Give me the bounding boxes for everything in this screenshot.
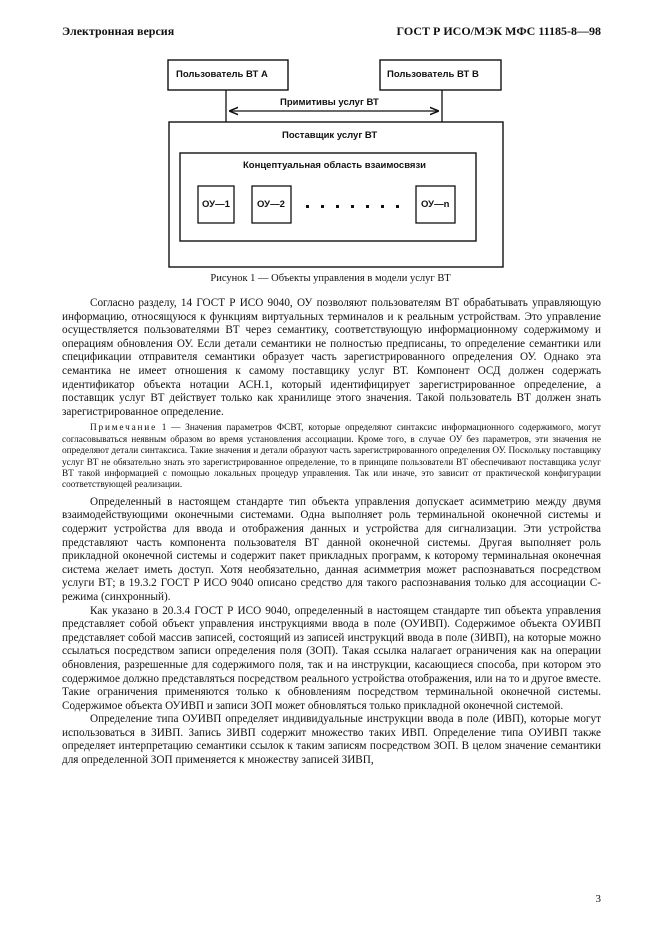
paragraph-4: Определение типа ОУИВП определяет индивидуальные инструкции ввода в поле (ИВП), которые могут использоваться в ЗИВП. Запись ЗИВП содержит множество таких ИВП. Определение типа ОУИВП также определяет интерпретацию семантики ссылок к таким записям посредством ЗОП. В целом значение семантики для определенной ЗОП применяется к множеству записей ЗИВП,: [62, 713, 601, 767]
provider-box: [169, 122, 503, 267]
note-label: Примечание: [90, 423, 157, 434]
co-1-label: ОУ—1: [202, 199, 230, 210]
diagram-lines: [0, 0, 661, 290]
page-number: 3: [595, 893, 601, 905]
user-b-label: Пользователь ВТ В: [387, 69, 479, 80]
figure-diagram: [0, 0, 661, 290]
main-text: [62, 297, 601, 768]
provider-label: Поставщик услуг ВТ: [282, 130, 378, 141]
co-n-label: ОУ—n: [421, 199, 450, 210]
header-standard-number: ГОСТ Р ИСО/МЭК МФС 11185-8—98: [396, 24, 601, 38]
paragraph-1: Согласно разделу, 14 ГОСТ Р ИСО 9040, ОУ позволяют пользователям ВТ обрабатывать управляющую информацию, относящуюся к функциям виртуальных терминалов и к реальным устройствам. Это управление осуществляется пользователями ВТ через семантику, соответствующую информационному содержимому и операциям обновления ОУ. Если детали семантики не полностью предписаны, то определение семантики или спецификации отправителя семантики образует часть зарегистрированного определения ОУ. Однако эта семантика не имеет отношения к самому поставщику услуг ВТ. Компонент ОСД должен содержать идентификатор объекта нотации АСН.1, который идентифицирует зарегистрированное определение, а поставщик услуг ВТ действует только как хранилище этого значения. Такой пользователь ВТ должен знать зарегистрированное определение.: [62, 297, 601, 418]
header-edition-label: Электронная версия: [62, 24, 175, 38]
paragraph-3: Как указано в 20.3.4 ГОСТ Р ИСО 9040, определенный в настоящем стандарте тип объекта управления представляет собой объект управления инструкциями ввода в поле (ОУИВП). Содержимое объекта ОУИВП представляет собой массив записей, состоящий из записей инструкций ввода в поле (ЗИВП), на которые можно ссылаться посредством записи определения поля (ЗОП). Такая ссылка налагает ограничения как на операции обновления, разрешенные для содержимого поля, так и на инструкции, касающиеся способа, при котором это содержимое должно представляться посредством реального устройства отображения, или на то и другое вместе. Такие ограничения применяются только к обновлениям посредством терминальной оконечной системы. Содержимое объекта ОУИВП и записи ЗОП может обновляться только прикладной оконечной системой.: [62, 604, 601, 712]
note-paragraph: [62, 423, 601, 491]
figure-caption: Рисунок 1 — Объекты управления в модели услуг ВТ: [210, 273, 451, 284]
primitives-label: Примитивы услуг ВТ: [280, 97, 379, 108]
user-a-label: Пользователь ВТ А: [176, 69, 268, 80]
ellipsis-dots: [306, 205, 399, 208]
note-block: [62, 423, 601, 491]
conceptual-area-label: Концептуальная область взаимосвязи: [243, 160, 427, 171]
paragraph-2: Определенный в настоящем стандарте тип объекта управления допускает асимметрию между двумя взаимодействующими оконечными системами. Одна выполняет роль терминальной оконечной системы и содержит устройства для ввода и отображения данных и устройства для сигнализации. Эти устройства представляют часть компонента пользователя ВТ данной оконечной системы. Другая выполняет роль прикладной оконечной системы и содержит пакет прикладных программ, к которому терминальная оконечная система желает иметь доступ. Хотя необязательно, данная асимметрия может распознаваться посредством услуги ВТ; в 19.3.2 ГОСТ Р ИСО 9040 описано средство для такого распознавания только для ассоциации С-режима (синхронный).: [62, 495, 601, 603]
co-2-label: ОУ—2: [257, 199, 285, 210]
note-text: 1 — Значения параметров ФСВТ, которые определяют синтаксис информационного содержимого, могут согласовываться неявным образом во время установления ассоциации. Кроме того, в случае ОУ без параметров, эти значения не определяют детали синтаксиса. Такие значения и детали образуют часть зарегистрированного определения ОУ. Поскольку поставщику услуг ВТ не обязательно знать это зарегистрированное определение, то в принципе пользователи ВТ обеспечивают поставщика услуг ВТ такой информацией с помощью локальных процедур управления. Так или иначе, это зависит от практической конфигурации соответствующей реализации.: [62, 423, 601, 491]
